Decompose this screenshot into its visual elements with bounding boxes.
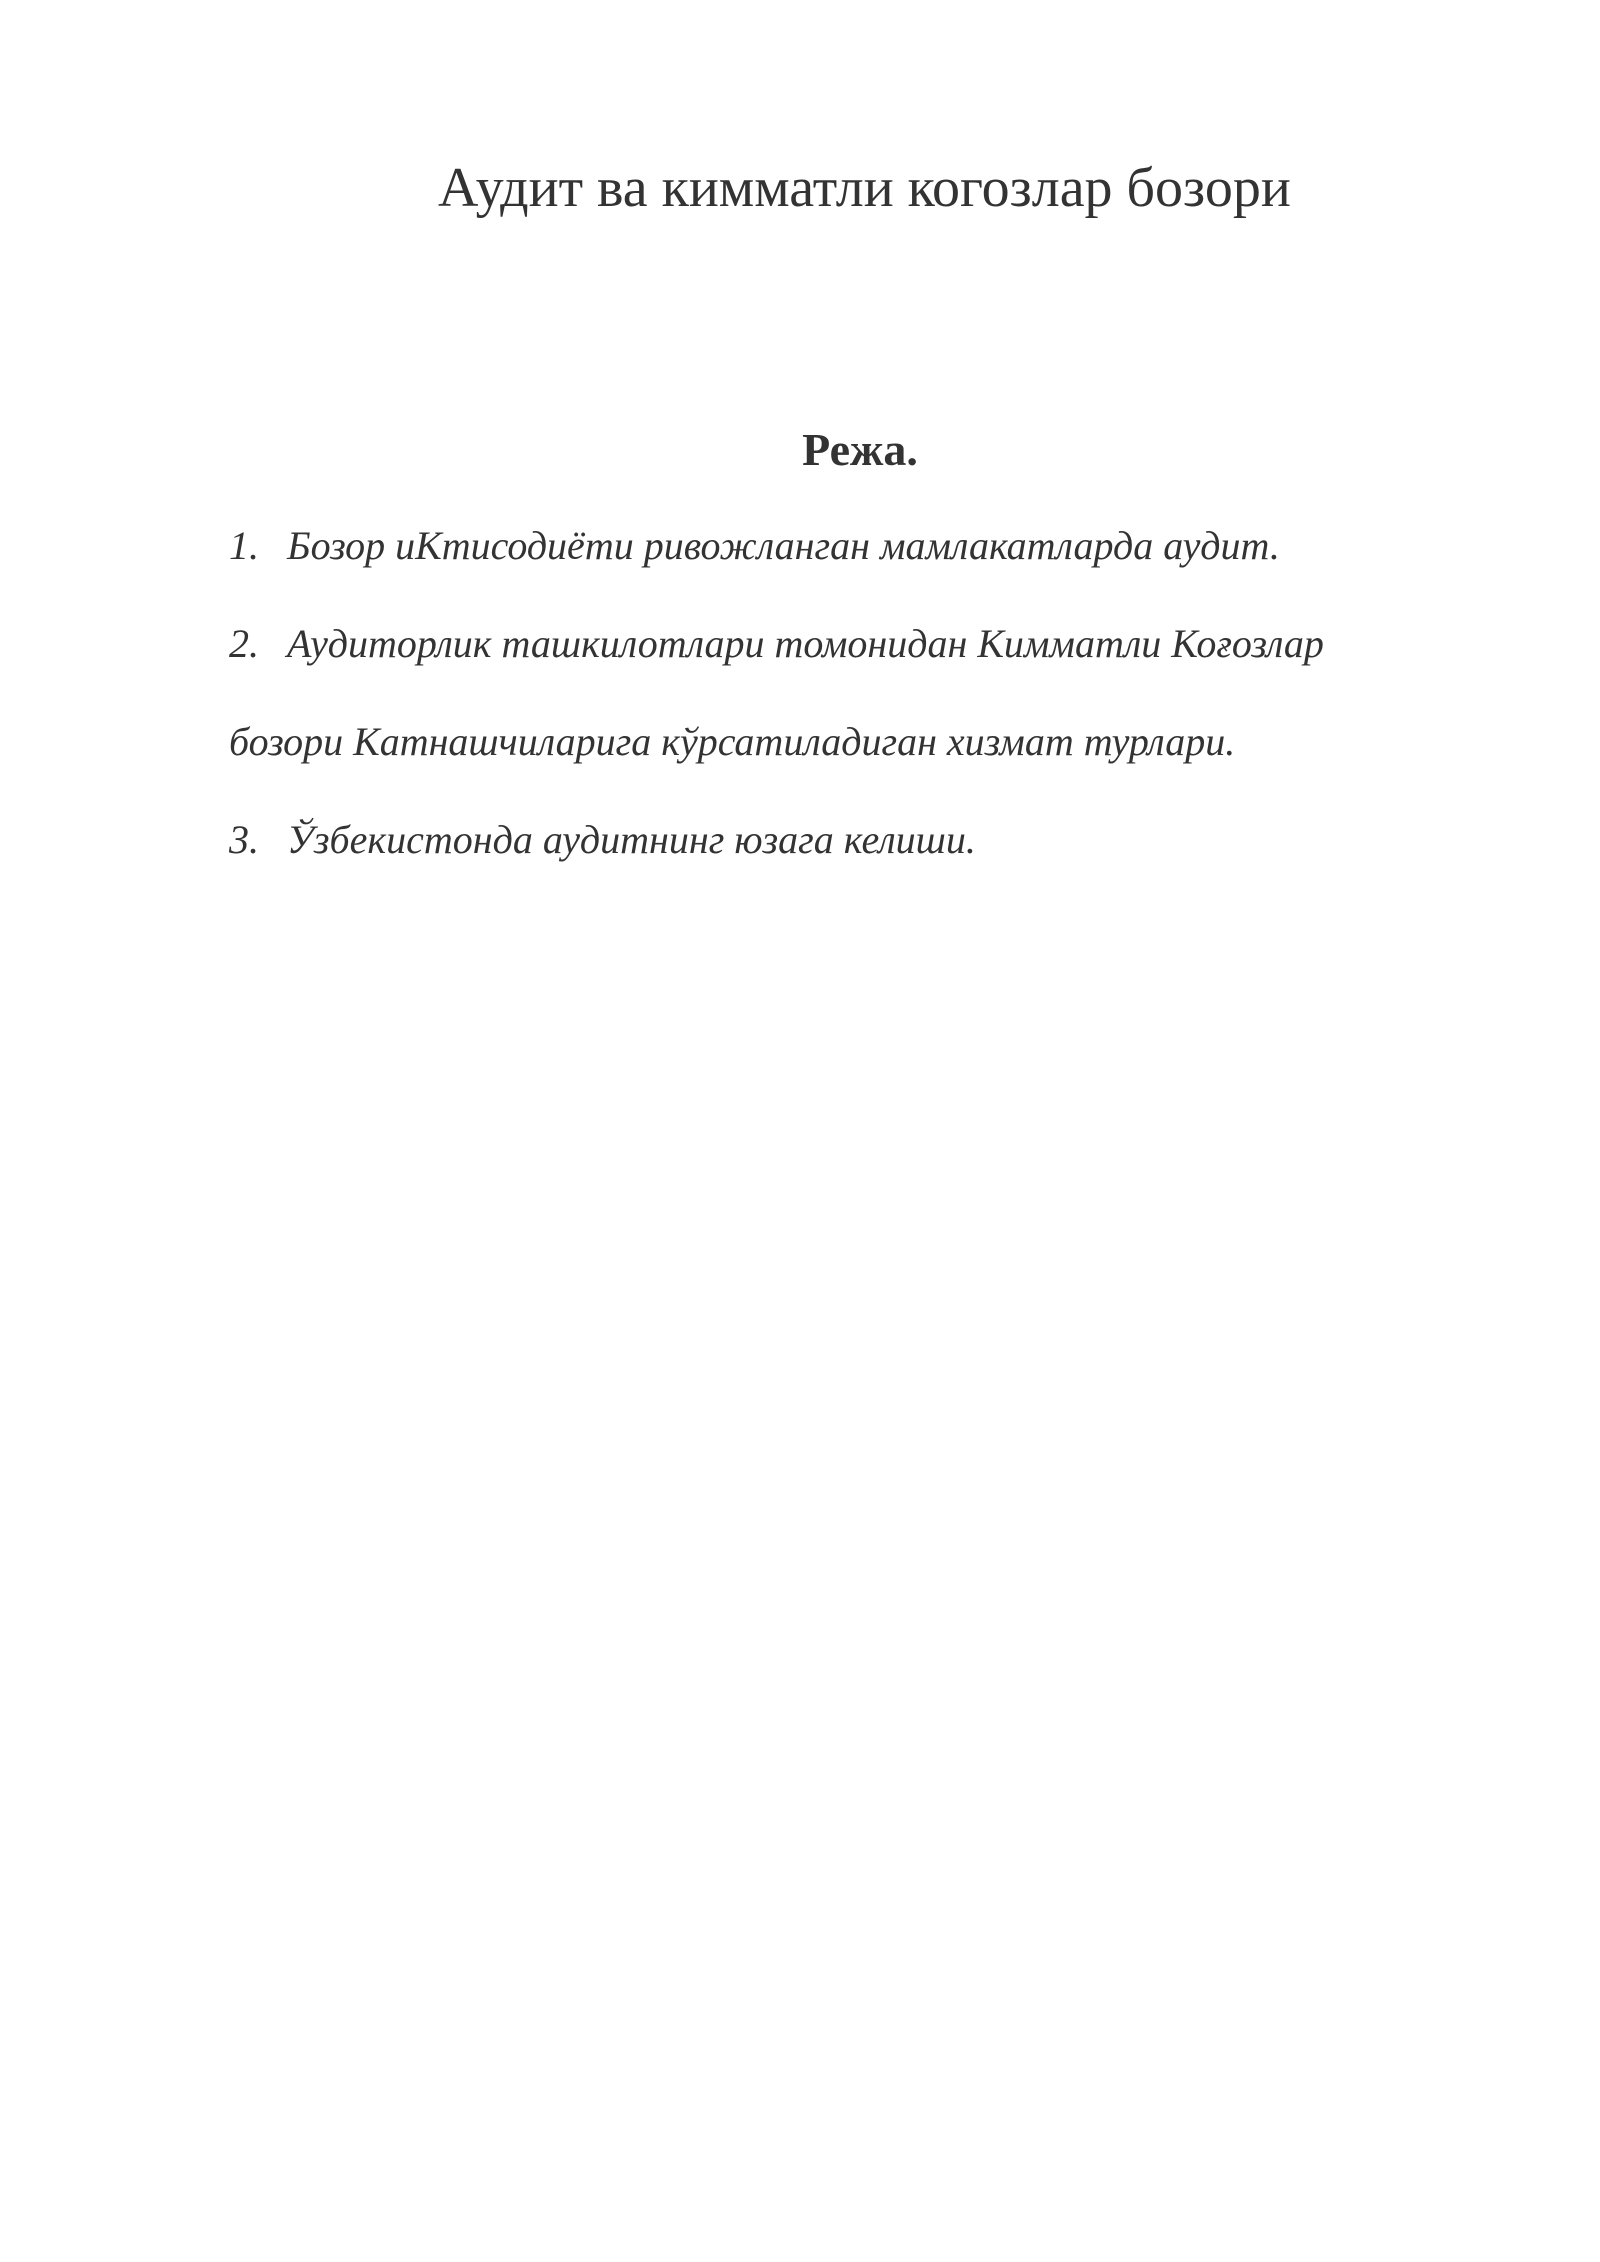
plan-item-text: Аудиторлик ташкилотлари томонидан Кимматли Коғозлар	[287, 621, 1324, 666]
page-title: Аудит ва кимматли когозлар бозори	[438, 157, 1291, 219]
plan-item-text: Бозор иКтисодиёти ривожланган мамлакатларда аудит.	[287, 523, 1280, 568]
plan-item-1	[229, 520, 1280, 572]
plan-item-text: Ўзбекистонда аудитнинг юзага келиши.	[287, 817, 976, 862]
plan-item-number: 1.	[229, 523, 259, 568]
plan-item-3	[229, 814, 976, 866]
plan-item-2	[229, 618, 1324, 670]
plan-item-number: 3.	[229, 817, 259, 862]
plan-item-number: 2.	[229, 621, 259, 666]
plan-item-2-continuation: бозори Катнашчиларига кўрсатиладиган хизмат турлари.	[229, 719, 1236, 764]
plan-heading: Режа.	[802, 424, 918, 475]
